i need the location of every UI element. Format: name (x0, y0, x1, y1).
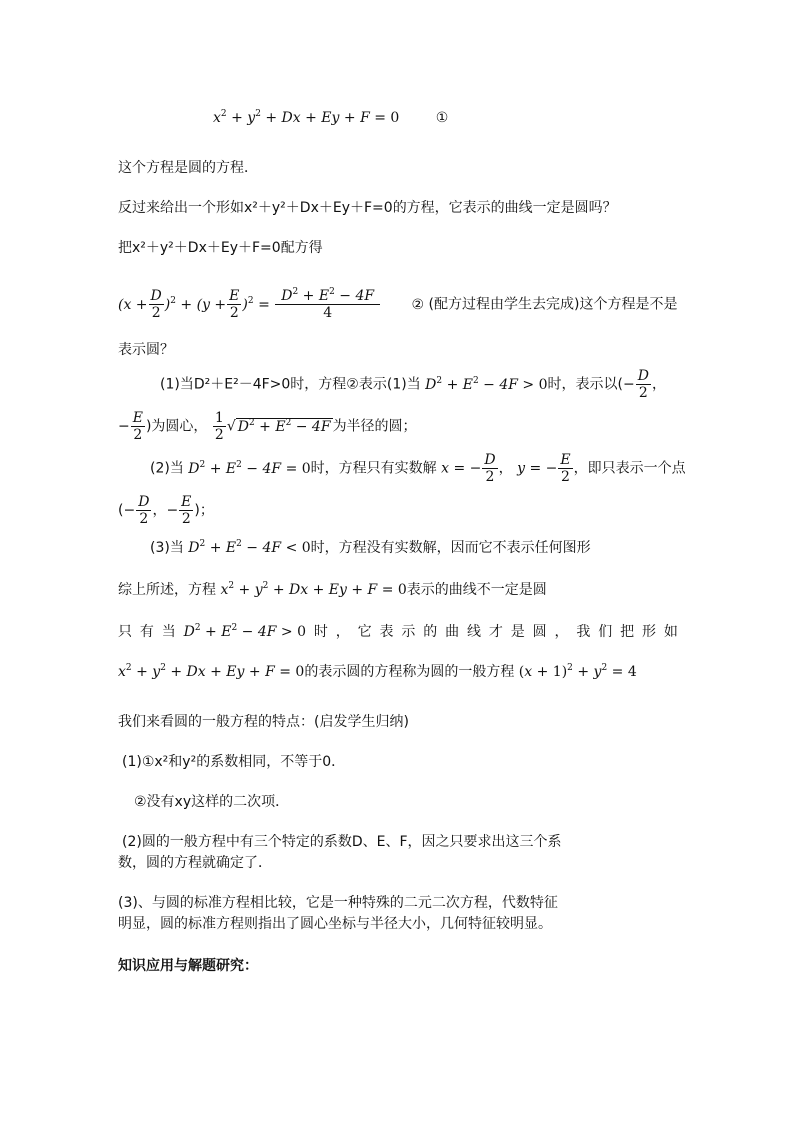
definition-line: $x^2 + y^2 + Dx + Ey + F = 0$的表示圆的方程称为圆的一般方程 $(x + 1)^2 + y^2 = 4$ (118, 663, 637, 680)
case-2-line: (2)当 $D^2 + E^2 - 4F = 0$时，方程只有实数解 x = − $\frac{D}{2}$ ， y = − $\frac{E}{2}$ ，即只表示一个点 (150, 452, 686, 485)
feature-3a: (3)、与圆的标准方程相比较，它是一种特殊的二元二次方程，代数特征 (118, 895, 558, 911)
question-line: 反过来给出一个形如x²＋y²＋Dx＋Ey＋F=0的方程，它表示的曲线一定是圆吗？ (118, 200, 617, 216)
equation-2-line: (x + $\frac{D}{2}$ )$^2$ + (y + $\frac{E}{2}$ )$^2$ = $\frac{D^2 + E^2 - 4F}{4}$ ② (配方过程由学生去完成)这个方程是不是 (118, 287, 678, 321)
feature-3b: 明显，圆的标准方程则指出了圆心坐标与半径大小，几何特征较明显。 (118, 916, 552, 932)
equation-1 (213, 108, 448, 128)
feature-1b: ②没有xy这样的二次项． (134, 794, 290, 810)
feature-1: (1)①x²和y²的系数相同，不等于0． (122, 754, 346, 770)
represent-question: 表示圆？ (118, 342, 174, 358)
feature-2b: 数，圆的方程就确定了． (118, 855, 272, 871)
case-2-point: (− $\frac{D}{2}$ ，− $\frac{E}{2}$ )； (118, 494, 214, 527)
circle-eq-statement: 这个方程是圆的方程． (118, 160, 258, 176)
only-when-line: 只 有 当 $D^2 + E^2 - 4F > 0$ 时 ， 它 表 示 的 曲 线 才 是 圆 ， 我 们 把 形 如 (118, 623, 678, 640)
summary-line: 综上所述，方程 $x^2 + y^2 + Dx + Ey + F = 0$表示的曲线不一定是圆 (118, 581, 547, 598)
complete-square-line: 把x²＋y²＋Dx＋Ey＋F=0配方得 (118, 240, 323, 256)
features-title: 我们来看圆的一般方程的特点：(启发学生归纳) (118, 714, 409, 730)
case-3-line: (3)当 $D^2 + E^2 - 4F < 0$时，方程没有实数解，因而它不表示任何图形 (150, 539, 591, 556)
section-title: 知识应用与解题研究： (118, 958, 258, 974)
case-1-line-2: − $\frac{E}{2}$ )为圆心， $\frac{1}{2}$ √ $D^2 + E^2 - 4F$ 为半径的圆； (118, 410, 417, 443)
feature-2a: (2)圆的一般方程中有三个特定的系数D、E、F，因之只要求出这三个系 (122, 834, 562, 850)
equation-2: (x + $\frac{D}{2}$ )$^2$ + (y + $\frac{E}{2}$ )$^2$ = $\frac{D^2 + E^2 - 4F}{4}$ (118, 297, 381, 313)
equation-1-marker: ① (435, 110, 449, 126)
general-equation: $x^2 + y^2 + Dx + Ey + F = 0$ (213, 109, 400, 126)
case-1-line: (1)当D²＋E²－4F>0时，方程②表示(1)当 $D^2 + E^2 - 4F > 0$时，表示以(− $\frac{D}{2}$ ， (160, 368, 666, 401)
